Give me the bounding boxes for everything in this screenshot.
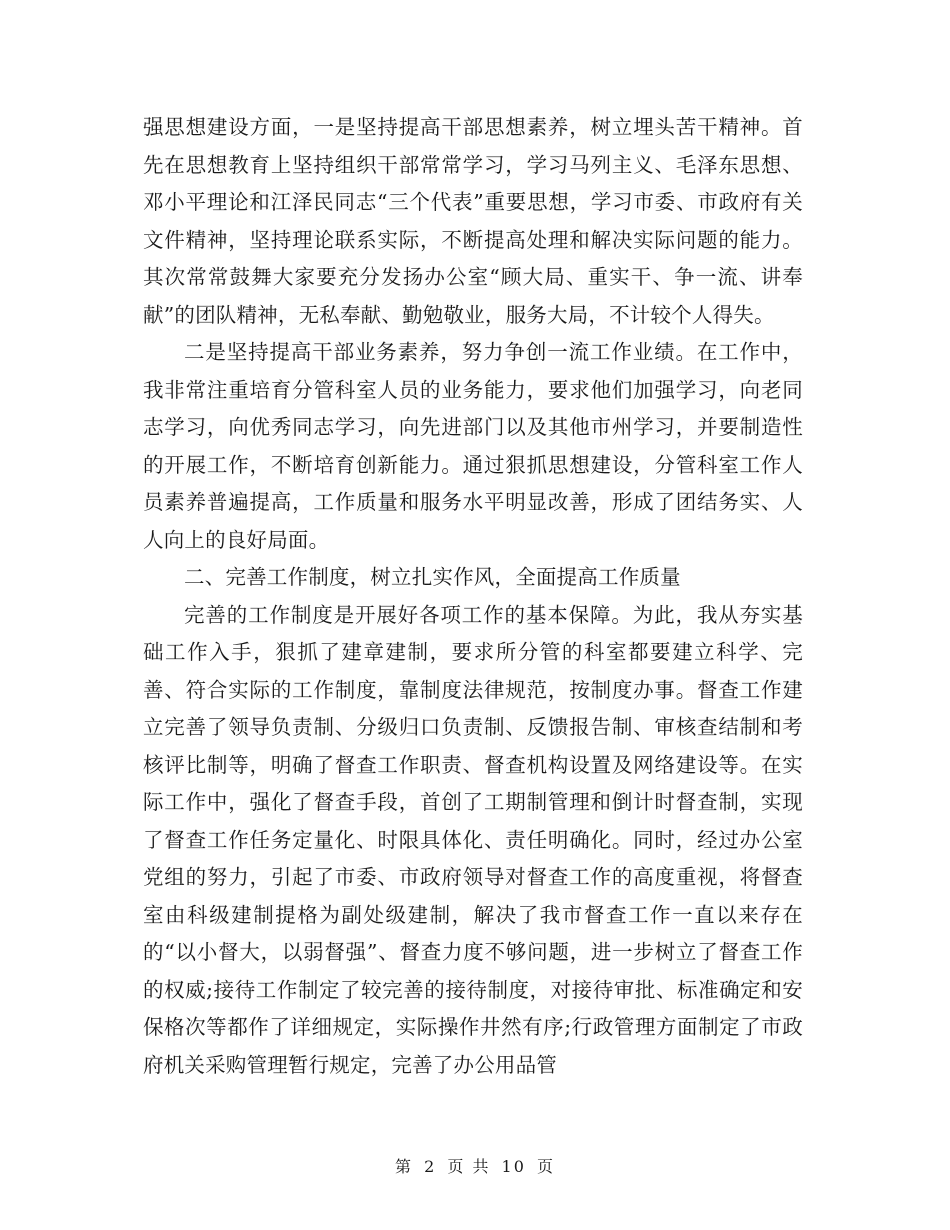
footer-prefix: 第 [394, 1157, 413, 1176]
footer-current-page: 2 [424, 1157, 437, 1176]
paragraph-thought-building: 强思想建设方面，一是坚持提高干部思想素养，树立埋头苦干精神。首先在思想教育上坚持组织干部常常学习，学习马列主义、毛泽东思想、邓小平理论和江泽民同志“三个代表”重要思想，学习市委、市政府有关文件精神，坚持理论联系实际，不断提高处理和解决实际问题的能力。其次常常鼓舞大家要充分发扬办公室“顾大局、重实干、争一流、讲奉献”的团队精神，无私奉献、勤勉敬业，服务大局，不计较个人得失。 [143, 115, 803, 327]
document-body [143, 109, 803, 1084]
section-heading: 二、完善工作制度，树立扎实作风，全面提高工作质量 [184, 565, 681, 589]
paragraph-business-quality: 二是坚持提高干部业务素养，努力争创一流工作业绩。在工作中，我非常注重培育分管科室人员的业务能力，要求他们加强学习，向老同志学习，向优秀同志学习，向先进部门以及其他市州学习，并要制造性的开展工作，不断培育创新能力。通过狠抓思想建设，分管科室工作人员素养普遍提高，工作质量和服务水平明显改善，形成了团结务实、人人向上的良好局面。 [143, 340, 803, 552]
footer-suffix: 页 [537, 1157, 556, 1176]
paragraph-work-system: 完善的工作制度是开展好各项工作的基本保障。为此，我从夯实基础工作入手，狠抓了建章建制，要求所分管的科室都要建立科学、完善、符合实际的工作制度，靠制度法律规范，按制度办事。督查工作建立完善了领导负责制、分级归口负责制、反馈报告制、审核查结制和考核评比制等，明确了督查工作职责、督查机构设置及网络建设等。在实际工作中，强化了督查手段，首创了工期制管理和倒计时督查制，实现了督查工作任务定量化、时限具体化、责任明确化。同时，经过办公室党组的努力，引起了市委、市政府领导对督查工作的高度重视，将督查室由科级建制提格为副处级建制，解决了我市督查工作一直以来存在的“以小督大，以弱督强”、督查力度不够问题，进一步树立了督查工作的权威;接待工作制定了较完善的接待制度，对接待审批、标准确定和安保格次等都作了详细规定，实际操作井然有序;行政管理方面制定了市政府机关采购管理暂行规定，完善了办公用品管 [143, 602, 803, 1077]
footer-middle: 页 共 [447, 1157, 491, 1176]
page-footer [0, 1154, 950, 1177]
footer-total-pages: 10 [501, 1157, 526, 1176]
